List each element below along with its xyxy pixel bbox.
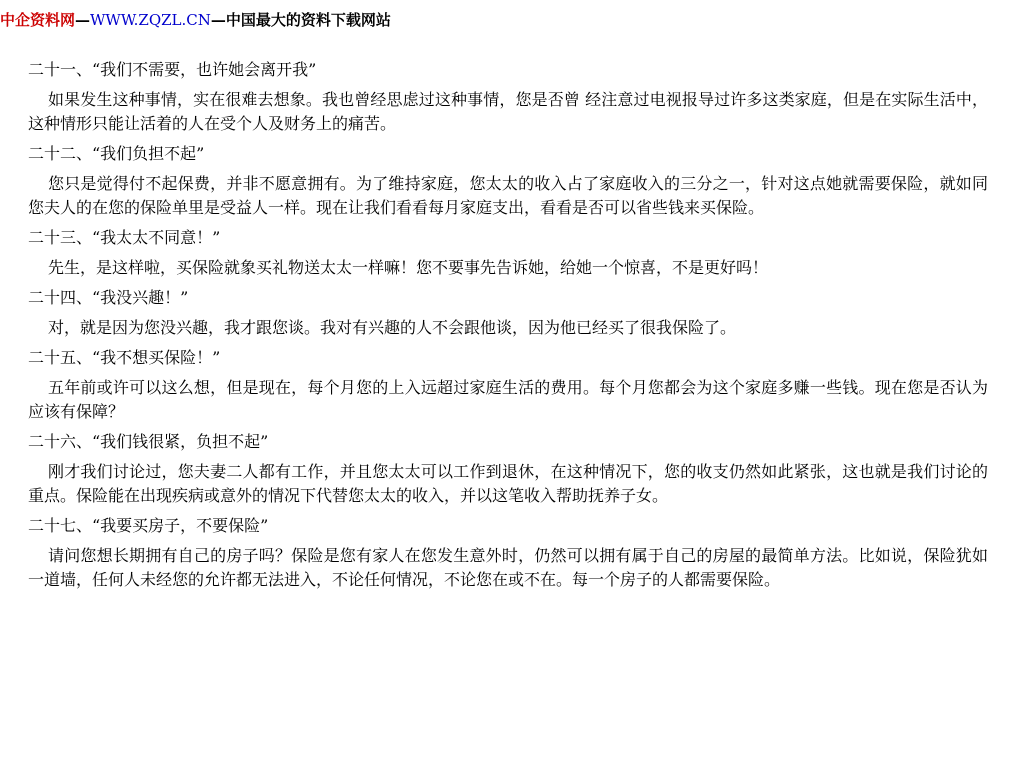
banner-separator: — — [210, 11, 226, 29]
banner-separator: — — [75, 11, 91, 29]
objection-heading: 二十三、“我太太不同意！” — [28, 228, 221, 247]
qa-item — [28, 514, 988, 592]
objection-heading: 二十六、“我们钱很紧，负担不起” — [28, 432, 269, 451]
objection-heading: 二十一、“我们不需要，也许她会离开我” — [28, 60, 317, 79]
site-brand-name[interactable]: 中企资料网 — [0, 11, 76, 29]
site-url-link[interactable]: WWW.ZQZL.CN — [90, 11, 211, 29]
response-paragraph: 请问您想长期拥有自己的房子吗？保险是您有家人在您发生意外时，仍然可以拥有属于自己的房屋的最简单方法。比如说，保险犹如一道墙，任何人未经您的允许都无法进入，不论任何情况，不论您在或不在。每一个房子的人都需要保险。 — [28, 546, 988, 589]
response-paragraph: 刚才我们讨论过，您夫妻二人都有工作，并且您太太可以工作到退休，在这种情况下，您的收支仍然如此紧张，这也就是我们讨论的重点。保险能在出现疾病或意外的情况下代替您太太的收入，并以这笔收入帮助抚养子女。 — [28, 462, 988, 505]
document-body — [28, 58, 988, 598]
response-paragraph: 五年前或许可以这么想，但是现在，每个月您的上入远超过家庭生活的费用。每个月您都会为这个家庭多赚一些钱。现在您是否认为应该有保障？ — [28, 378, 988, 421]
response-paragraph: 对，就是因为您没兴趣，我才跟您谈。我对有兴趣的人不会跟他谈，因为他已经买了很我保险了。 — [48, 318, 737, 337]
objection-heading: 二十五、“我不想买保险！” — [28, 348, 221, 367]
objection-heading: 二十七、“我要买房子，不要保险” — [28, 516, 269, 535]
objection-heading: 二十四、“我没兴趣！” — [28, 288, 189, 307]
qa-item — [28, 58, 988, 136]
response-paragraph: 先生，是这样啦，买保险就象买礼物送太太一样嘛！您不要事先告诉她，给她一个惊喜，不是更好吗！ — [48, 258, 769, 277]
site-banner — [0, 9, 391, 31]
qa-item — [28, 346, 988, 424]
response-paragraph: 如果发生这种事情，实在很难去想象。我也曾经思虑过这种事情，您是否曾 经注意过电视报导过许多这类家庭，但是在实际生活中，这种情形只能让活着的人在受个人及财务上的痛苦。 — [28, 90, 988, 133]
qa-item — [28, 286, 988, 340]
qa-item — [28, 226, 988, 280]
qa-item — [28, 430, 988, 508]
qa-item — [28, 142, 988, 220]
site-tagline: 中国最大的资料下载网站 — [225, 11, 391, 29]
response-paragraph: 您只是觉得付不起保费，并非不愿意拥有。为了维持家庭，您太太的收入占了家庭收入的三分之一，针对这点她就需要保险，就如同您夫人的在您的保险单里是受益人一样。现在让我们看看每月家庭支出，看看是否可以省些钱来买保险。 — [28, 174, 988, 217]
objection-heading: 二十二、“我们负担不起” — [28, 144, 205, 163]
